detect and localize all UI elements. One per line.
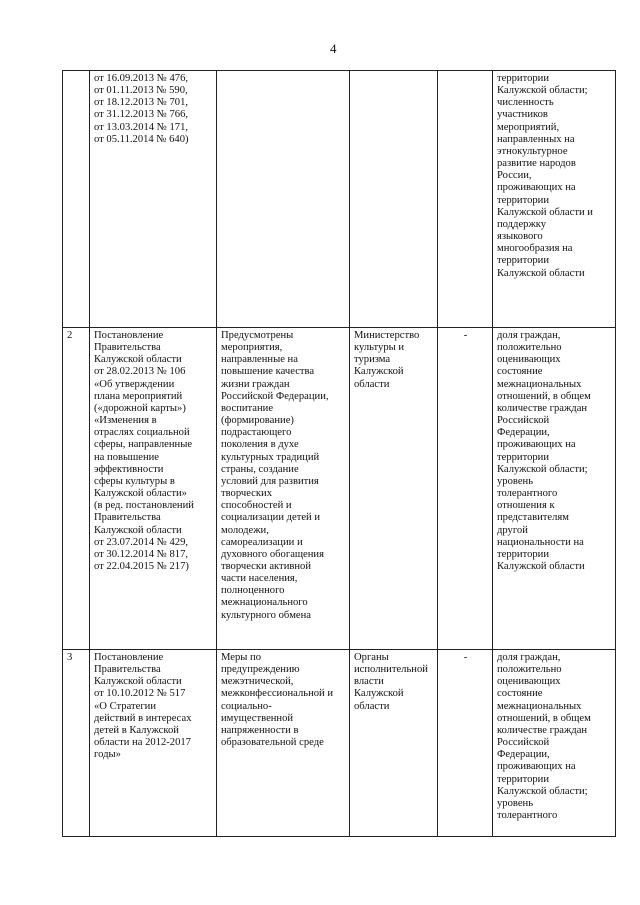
measures-table: [62, 70, 616, 837]
document-cell: Постановление Правительства Калужской области от 10.10.2012 № 517 «О Стратегии действий в интересах детей в Калужской области на 2012-2017 годы»: [90, 650, 217, 837]
funding-cell: -: [438, 650, 493, 837]
indicators-cell: доля граждан, положительно оценивающих состояние межнациональных отношений, в общем количестве граждан Российской Федерации, проживающих на территории Калужской области; уровень толерантного отношения к представителям другой национальности на территории Калужской области: [493, 328, 616, 650]
activities-cell: Меры по предупреждению межэтнической, межконфессиональной и социально- имущественной напряженности в образовательной среде: [217, 650, 350, 837]
funding-cell: -: [438, 328, 493, 650]
activities-cell: Предусмотрены мероприятия, направленные на повышение качества жизни граждан Российской Федерации, воспитание (формирование) подрастающего поколения в духе культурных традиций страны, создание условий для развития творческих способностей и социализации детей и молодежи, самореализации и духовного обогащения творчески активной части населения, полноценного межнационального культурного обмена: [217, 328, 350, 650]
page-number: 4: [330, 41, 337, 56]
table-row: [63, 71, 616, 328]
indicators-cell: территории Калужской области; численность участников мероприятий, направленных на этнокультурное развитие народов России, проживающих на территории Калужской области и поддержку языкового многообразия на территории Калужской области: [493, 71, 616, 328]
row-number-cell: 3: [63, 650, 90, 837]
funding-cell: [438, 71, 493, 328]
executor-cell: [350, 71, 438, 328]
row-number-cell: [63, 71, 90, 328]
indicators-cell: доля граждан, положительно оценивающих состояние межнациональных отношений, в общем количестве граждан Российской Федерации, проживающих на территории Калужской области; уровень толерантного: [493, 650, 616, 837]
executor-cell: Органы исполнительной власти Калужской области: [350, 650, 438, 837]
activities-cell: [217, 71, 350, 328]
table-row: [63, 328, 616, 650]
document-cell: от 16.09.2013 № 476, от 01.11.2013 № 590, от 18.12.2013 № 701, от 31.12.2013 № 766, от 13.03.2014 № 171, от 05.11.2014 № 640): [90, 71, 217, 328]
document-cell: Постановление Правительства Калужской области от 28.02.2013 № 106 «Об утверждении плана мероприятий («дорожной карты») «Изменения в отраслях социальной сферы, направленные на повышение эффективности сферы культуры в Калужской области» (в ред. постановлений Правительства Калужской области от 23.07.2014 № 429, от 30.12.2014 № 817, от 22.04.2015 № 217): [90, 328, 217, 650]
table-row: [63, 650, 616, 837]
row-number-cell: 2: [63, 328, 90, 650]
executor-cell: Министерство культуры и туризма Калужской области: [350, 328, 438, 650]
